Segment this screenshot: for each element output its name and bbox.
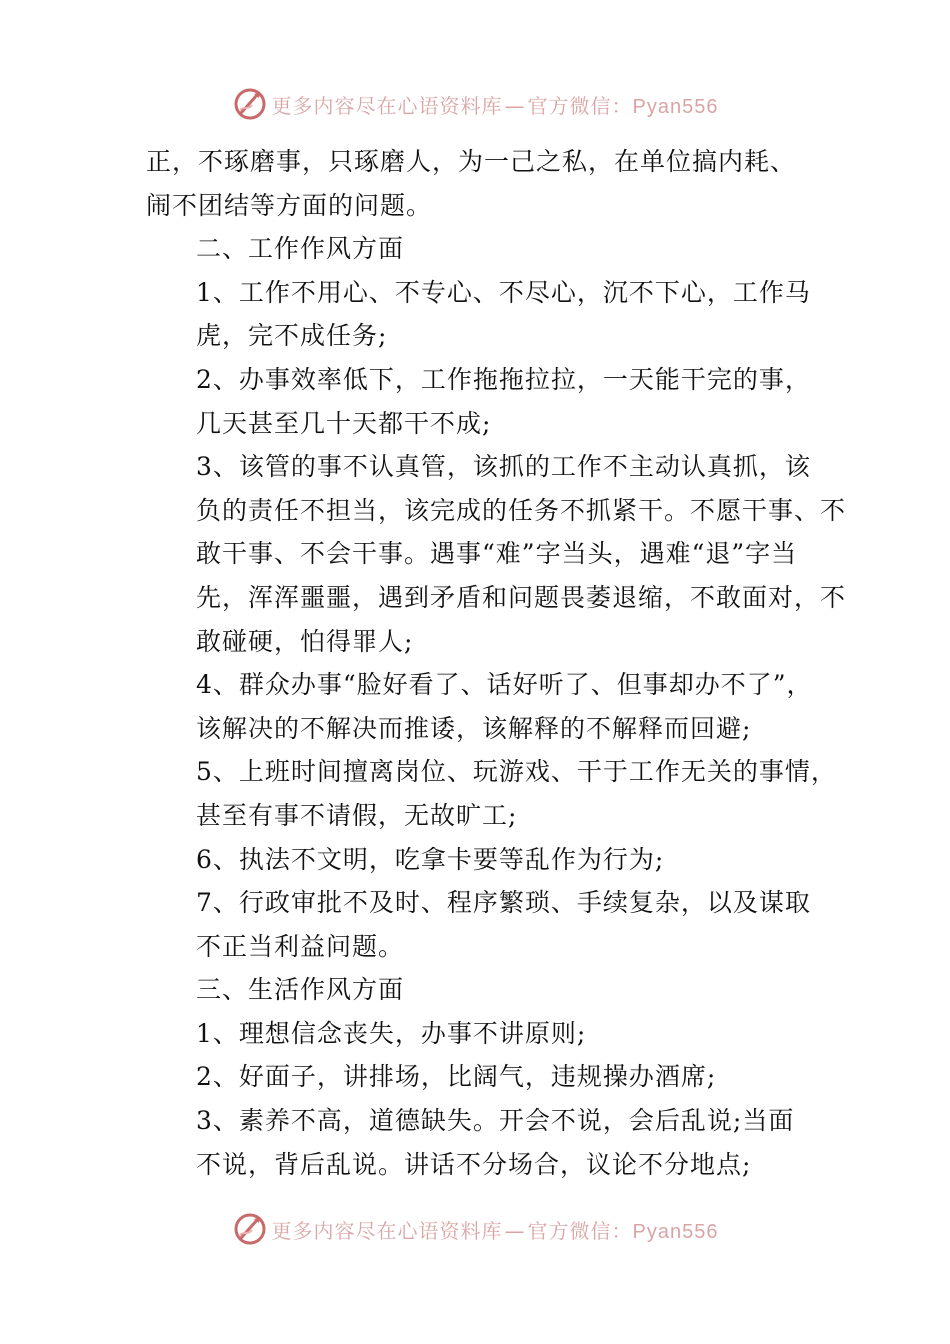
text-line: 敢干事、不会干事。遇事“难”字当头，遇难“退”字当	[196, 539, 798, 569]
text-line: 敢碰硬，怕得罪人;	[196, 626, 414, 656]
watermark-prefix: 更多内容尽在心语资料库	[271, 93, 503, 118]
watermark-dash: —	[504, 93, 526, 118]
pen-logo-icon	[232, 1211, 268, 1247]
watermark-text	[272, 1215, 719, 1244]
paragraph	[146, 358, 826, 445]
watermark-suffix: 官方微信：	[527, 1218, 633, 1243]
watermark-account: Pyan556	[632, 1220, 719, 1243]
text-line: 该解决的不解决而推诿，该解释的不解释而回避;	[196, 713, 752, 743]
text-line: 3、素养不高，道德缺失。开会不说，会后乱说;当面	[196, 1106, 795, 1136]
watermark-account: Pyan556	[632, 95, 719, 118]
text-line: 1、工作不用心、不专心、不尽心，沉不下心，工作马	[196, 277, 811, 307]
text-line: 先，浑浑噩噩，遇到矛盾和问题畏萎退缩，不敢面对，不	[196, 582, 847, 612]
text-line: 3、该管的事不认真管，该抓的工作不主动认真抓，该	[196, 452, 811, 482]
watermark-suffix: 官方微信：	[527, 93, 633, 118]
paragraph	[146, 1055, 826, 1099]
header-watermark	[0, 84, 950, 124]
paragraph	[146, 445, 847, 663]
text-line: 甚至有事不请假，无故旷工;	[196, 800, 518, 830]
paragraph	[146, 750, 837, 837]
text-line: 二、工作作风方面	[196, 234, 405, 264]
text-line: 不说，背后乱说。讲话不分场合，议论不分地点;	[196, 1149, 752, 1179]
text-line: 5、上班时间擅离岗位、玩游戏、干于工作无关的事情，	[196, 757, 837, 787]
text-line: 正，不琢磨事，只琢磨人，为一己之私，在单位搞内耗、	[146, 147, 797, 176]
text-line: 7、行政审批不及时、程序繁琐、手续复杂，以及谋取	[196, 888, 811, 918]
paragraph	[146, 881, 826, 968]
document-body	[146, 140, 847, 1186]
paragraph	[146, 968, 826, 1012]
text-line: 不正当利益问题。	[196, 931, 405, 961]
pen-logo-icon	[232, 86, 268, 122]
text-line: 闹不团结等方面的问题。	[146, 190, 433, 220]
text-line: 4、群众办事“脸好看了、话好听了、但事却办不了”，	[196, 670, 813, 700]
paragraph	[146, 140, 826, 227]
watermark-dash: —	[504, 1218, 526, 1243]
text-line: 负的责任不担当，该完成的任务不抓紧干。不愿干事、不	[196, 495, 847, 525]
text-line: 三、生活作风方面	[196, 975, 405, 1005]
paragraph	[146, 663, 826, 750]
paragraph	[146, 227, 826, 271]
paragraph	[146, 838, 826, 882]
watermark-text	[272, 90, 719, 119]
paragraph	[146, 271, 826, 358]
text-line: 2、办事效率低下，工作拖拖拉拉，一天能干完的事，	[196, 364, 811, 394]
text-line: 2、好面子，讲排场，比阔气，违规操办酒席;	[196, 1062, 717, 1092]
text-line: 几天甚至几十天都干不成;	[196, 408, 492, 438]
watermark-prefix: 更多内容尽在心语资料库	[271, 1218, 503, 1243]
paragraph	[146, 1012, 826, 1056]
text-line: 6、执法不文明，吃拿卡要等乱作为行为;	[196, 844, 665, 874]
paragraph	[146, 1099, 826, 1186]
text-line: 虎，完不成任务;	[196, 321, 388, 351]
text-line: 1、理想信念丧失，办事不讲原则;	[196, 1018, 587, 1048]
footer-watermark	[0, 1209, 950, 1249]
